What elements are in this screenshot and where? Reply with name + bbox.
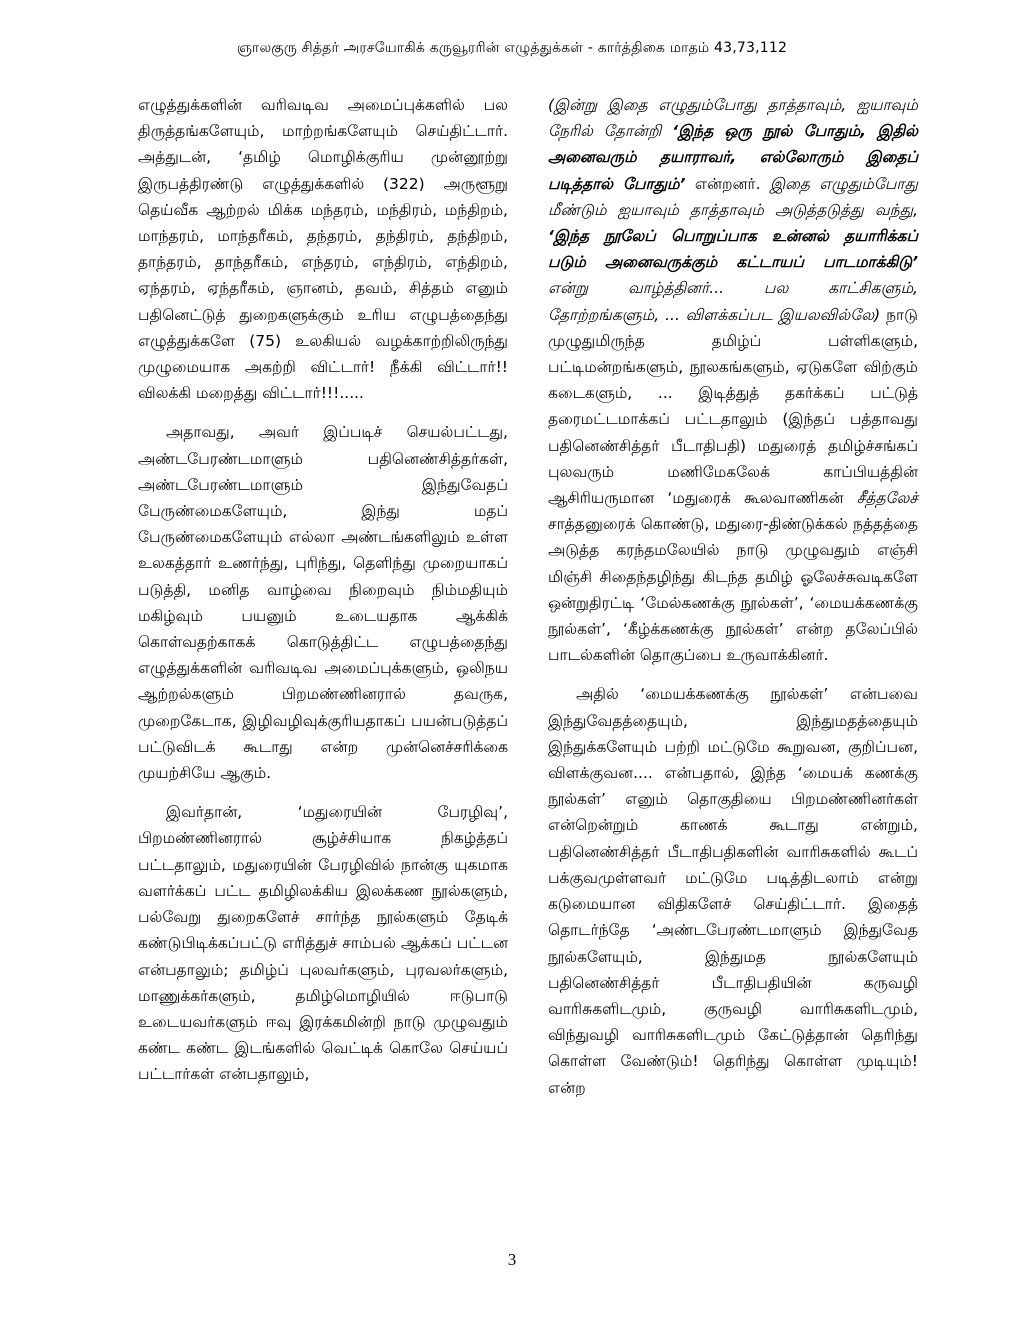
left-paragraph-1: எழுத்துக்களின் வரிவடிவ அமைப்புக்களில் பல திருத்தங்களேயும், மாற்றங்களேயும் செய்திட்டார். அத்துடன், ‘தமிழ் மொழிக்குரிய முன்னூற்று இருபத்திரண்டு எழுத்துக்களில் (322) அருளூறு தெய்வீக ஆற்றல் மிக்க மந்தரம், மந்திரம், மந்திறம், மாந்தரம், மாந்தரீகம், தந்தரம், தந்திரம், தந்திறம், தாந்தரம், தாந்தரீகம், எந்தரம், எந்திரம், எந்திறம், ஏந்தரம், ஏந்தரீகம், ஞானம், தவம், சித்தம் எனும் பதினெட்டுத் துறைகளுக்கும் உரிய எழுபத்தைந்து எழுத்துக்களே (75) உலகியல் வழக்காற்றிலிருந்து முழுமையாக அகற்றி விட்டார்! நீக்கி விட்டார்!! விலக்கி மறைத்து விட்டார்!!!..... [138,96,508,403]
right-column [548,92,918,1114]
highlight-quote-1: ‘இந்த ஒரு நூல் போதும், இதில் அனைவரும் தயாராவர், எல்லோரும் இதைப் படித்தால் போதும்’ [548,122,918,193]
right-paragraph-2: அதில் ‘மையக்கணக்கு நூல்கள்’ என்பவை இந்துவேதத்தையும், இந்துமதத்தையும் இந்துக்களேயும் பற்றி மட்டுமே கூறுவன, குறிப்பன, விளக்குவன.... என்பதால், இந்த ‘மையக் கணக்கு நூல்கள்’ எனும் தொகுதியை பிறமண்ணினர்கள் என்றென்றும் காணக் கூடாது என்றும், பதினெண்சித்தர் பீடாதிபதிகளின் வாரிசுகளில் கூடப் பக்குவமுள்ளவர் மட்டுமே படித்திடலாம் என்று கடுமையான விதிகளேச் செய்திட்டார். இதைத் தொடர்ந்தே ‘அண்டபேரண்டமாளும் இந்துவேத நூல்களேயும், இந்துமத நூல்களேயும் பதினெண்சித்தர் பீடாதிபதியின் கருவழி வாரிசுகளிடமும், குருவழி வாரிசுகளிடமும், விந்துவழி வாரிசுகளிடமும் கேட்டுத்தான் தெரிந்து கொள்ள வேண்டும்! தெரிந்து கொள்ள முடியும்! என்ற [548,685,918,1097]
aside-text-4: என்று வாழ்த்தினர்... பல காட்சிகளும், தோற்றங்களும், ... விளக்கப்பட இயலவில்லே) [548,279,918,324]
aside-text-2: என்றனர். [685,174,771,193]
aside-text-3: இதை எழுதும்போது மீண்டும் ஐயாவும் தாத்தாவும் அடுத்தடுத்து வந்து, [548,174,918,219]
page-number: 3 [507,1250,517,1269]
right-paragraph-1 [548,92,918,668]
left-paragraph-2: அதாவது, அவர் இப்படிச் செயல்பட்டது, அண்டபேரண்டமாளும் பதினெண்சித்தர்கள், அண்டபேரண்டமாளும் இந்துவேதப் பேருண்மைகளேயும், இந்து மதப் பேருண்மைகளேயும் எல்லா அண்டங்களிலும் உள்ள உலகத்தார் உணர்ந்து, புரிந்து, தெளிந்து முறையாகப் படுத்தி, மனித வாழ்வை நிறைவும் நிம்மதியும் மகிழ்வும் பயனும் உடையதாக ஆக்கிக் கொள்வதற்காகக் கொடுத்திட்ட எழுபத்தைந்து எழுத்துக்களின் வரிவடிவ அமைப்புக்களும், ஒலிநய ஆற்றல்களும் பிறமண்ணினரால் தவருக, முறைகேடாக, இழிவழிவுக்குரியதாகப் பயன்படுத்தப் பட்டுவிடக் கூடாது என்ற முன்னெச்சரிக்கை முயற்சியே ஆகும். [138,423,508,783]
aside-text-1: (இன்று இதை எழுதும்போது தாத்தாவும், ஐயாவும் நேரில் தோன்றி [548,96,918,141]
body-text-1: நாடு முழுதுமிருந்த தமிழ்ப் பள்ளிகளும், பட்டிமன்றங்களும், நூலகங்களும், ஏடுகளே விற்கும் கடைகளும், ... இடித்துத் தகர்க்கப் பட்டுத் தரைமட்டமாக்கப் பட்டதாலும் (இந்தப் பத்தாவது பதினெண்சித்தர் பீடாதிபதி) மதுரைத் தமிழ்ச்சங்கப் புலவரும் மணிமேகலேக் காப்பியத்தின் ஆசிரியருமான ‘மதுரைக் கூலவாணிகன் [548,305,918,508]
left-column [138,92,508,1101]
page-header: ஞாலகுரு சித்தர் அரசயோகிக் கருவூரரின் எழுத்துக்கள் - கார்த்திகை மாதம் 43,73,112 [236,40,788,56]
left-paragraph-3: இவர்தான், ‘மதுரையின் பேரழிவு’, பிறமண்ணினரால் சூழ்ச்சியாக நிகழ்த்தப் பட்டதாலும், மதுரையின் பேரழிவில் நான்கு யுகமாக வளர்க்கப் பட்ட தமிழிலக்கிய இலக்கண நூல்களும், பல்வேறு துறைகளேச் சார்ந்த நூல்களும் தேடிக் கண்டுபிடிக்கப்பட்டு எரித்துச் சாம்பல் ஆக்கப் பட்டன என்பதாலும்; தமிழ்ப் புலவர்களும், புரவலர்களும், மாணுக்கர்களும், தமிழ்மொழியில் ஈடுபாடு உடையவர்களும் ஈவு இரக்கமின்றி நாடு முழுவதும் கண்ட கண்ட இடங்களில் வெட்டிக் கொலே செய்யப் பட்டார்கள் என்பதாலும், [138,803,508,1084]
name-emphasis: சீத்தலேச் [856,489,918,508]
highlight-quote-2: ‘இந்த நூலேப் பொறுப்பாக உன்னல் தயாரிக்கப் படும் அனைவருக்கும் கட்டாயப் பாடமாக்கிடு’ [548,227,918,272]
body-text-2: சாத்தனுரைக் கொண்டு, மதுரை-திண்டுக்கல் நத்தத்தை அடுத்த கரந்தமலேயில் நாடு முழுவதும் எஞ்சி மிஞ்சி சிதைந்தழிந்து கிடந்த தமிழ் ஓலேச்சுவடிகளே ஒன்றுதிரட்டி ‘மேல்கணக்கு நூல்கள்’, ‘மையக்கணக்கு நூல்கள்’, ‘கீழ்க்கணக்கு நூல்கள்’ என்ற தலேப்பில் பாடல்களின் தொகுப்பை உருவாக்கினர். [548,515,918,665]
